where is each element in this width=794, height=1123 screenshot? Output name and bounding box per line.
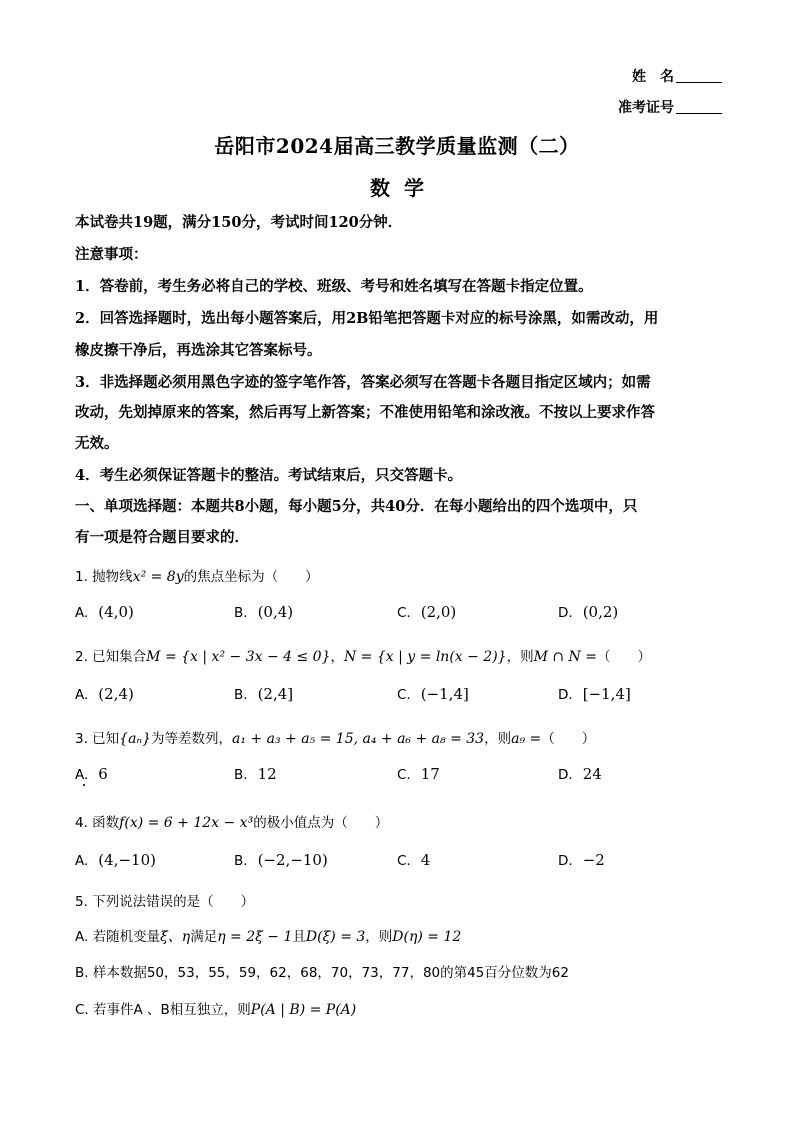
subject-title: 数学 [370, 176, 438, 200]
q4-function: f(x) = 6 + 12x − x³ [119, 815, 254, 831]
q4-option-b: B. (−2,−10) [234, 851, 328, 869]
q1-option-b: B. (0,4) [234, 603, 294, 621]
q2-set-n: N = {x | y = ln(x − 2)} [343, 649, 507, 665]
q3-target: a₉ = [511, 731, 542, 747]
note-line: 3．非选择题必须用黑色字迹的签字笔作答，答案必须写在答题卡各题目指定区域内；如需 [75, 374, 651, 391]
q5-option-b: B. 样本数据50，53，55，59，62，68，70，73，77，80的第45百分位数为62 [75, 965, 569, 981]
q1-option-c: C. (2,0) [397, 603, 457, 621]
q5-option-c: C. 若事件A 、B相互独立，则P(A | B) = P(A) [75, 1002, 357, 1018]
question-3-stem: 3. 已知{aₙ}为等差数列，a₁ + a₃ + a₅ = 15, a₄ + a₆ + a₈ = 33，则a₉ =（ ） [75, 731, 596, 747]
note-line: 无效。 [75, 435, 119, 452]
q3-option-d: D. 24 [558, 765, 602, 783]
q1-option-d: D. (0,2) [558, 603, 619, 621]
q3-sequence: {aₙ} [119, 731, 152, 747]
q3-condition: a₁ + a₃ + a₅ = 15, a₄ + a₆ + a₈ = 33 [232, 731, 485, 747]
question-2-stem: 2. 已知集合M = {x | x² − 3x − 4 ≤ 0}，N = {x | y = ln(x − 2)}，则M ∩ N =（ ） [75, 649, 651, 665]
note-line: 改动，先划掉原来的答案，然后再写上新答案；不准使用铅笔和涂改液。不按以上要求作答 [75, 404, 655, 421]
q2-option-b: B. (2,4] [234, 685, 294, 703]
q3-option-b: B. 12 [234, 765, 277, 783]
q4-option-c: C. 4 [397, 851, 431, 869]
section-heading: 有一项是符合题目要求的． [75, 529, 249, 546]
q2-intersection: M ∩ N = [533, 649, 597, 665]
intro-text: 本试卷共19题，满分150分，考试时间120分钟． [75, 214, 403, 231]
note-line: 4．考生必须保证答题卡的整洁。考试结束后，只交答题卡。 [75, 467, 463, 484]
q4-option-d: D. −2 [558, 851, 605, 869]
exam-number-blank[interactable] [676, 99, 722, 114]
q3-option-a: A. 6 [75, 765, 108, 783]
stray-dot-mark [83, 784, 85, 786]
q3-option-c: C. 17 [397, 765, 440, 783]
q1-option-a: A. (4,0) [75, 603, 134, 621]
q4-option-a: A. (4,−10) [75, 851, 156, 869]
note-line: 2．回答选择题时，选出每小题答案后，用2B铅笔把答题卡对应的标号涂黑，如需改动，用 [75, 310, 659, 327]
question-1-stem: 1. 抛物线x² = 8y的焦点坐标为（ ） [75, 569, 319, 585]
notes-title: 注意事项： [75, 246, 148, 263]
page-title: 岳阳市2024届高三教学质量监测（二） [214, 134, 580, 158]
q1-expr: x² = 8y [132, 569, 184, 585]
q2-option-a: A. (2,4) [75, 685, 134, 703]
exam-number-label: 准考证号 [618, 100, 674, 116]
name-label: 姓 名 [632, 69, 674, 85]
question-4-stem: 4. 函数f(x) = 6 + 12x − x³的极小值点为（ ） [75, 815, 389, 831]
exam-number-field[interactable] [618, 97, 722, 117]
name-field[interactable] [632, 66, 722, 86]
section-heading: 一、单项选择题：本题共8小题，每小题5分，共40分．在每小题给出的四个选项中，只 [75, 498, 638, 515]
q5-option-a: A. 若随机变量ξ、η满足η = 2ξ − 1且D(ξ) = 3，则D(η) = 12 [75, 929, 462, 945]
q2-set-m: M = {x | x² − 3x − 4 ≤ 0} [146, 649, 331, 665]
q2-option-d: D. [−1,4] [558, 685, 631, 703]
note-line: 1．答卷前，考生务必将自己的学校、班级、考号和姓名填写在答题卡指定位置。 [75, 278, 593, 295]
note-line: 橡皮擦干净后，再选涂其它答案标号。 [75, 342, 322, 359]
name-blank[interactable] [676, 68, 722, 83]
q2-option-c: C. (−1,4] [397, 685, 469, 703]
question-5-stem: 5. 下列说法错误的是（ ） [75, 894, 255, 910]
